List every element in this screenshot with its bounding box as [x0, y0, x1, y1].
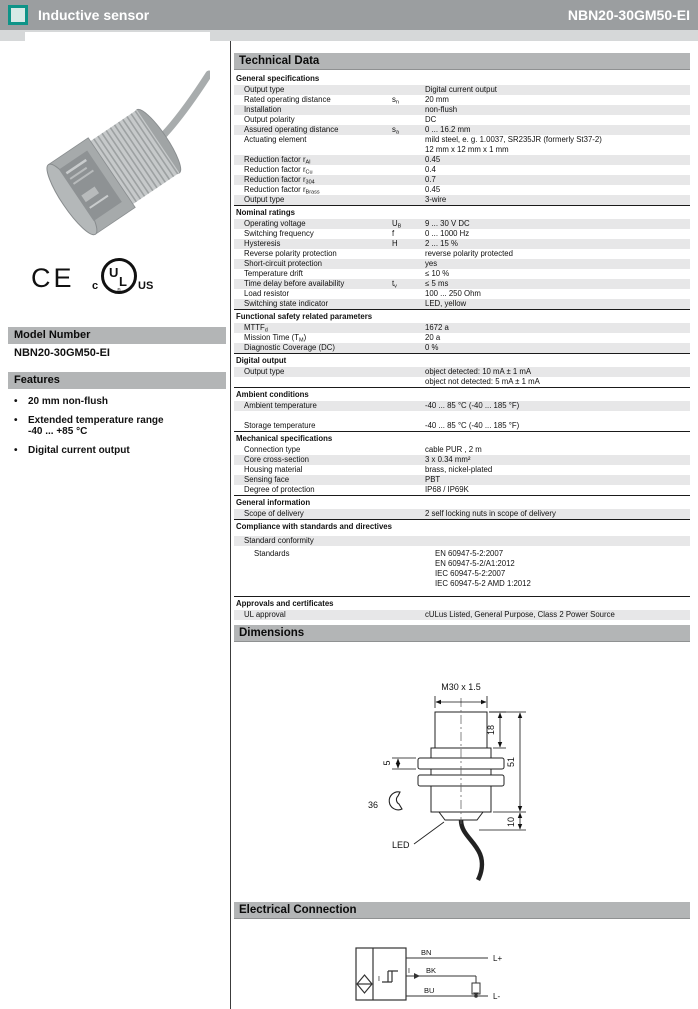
product-type-title: Inductive sensor — [38, 7, 150, 23]
spec-row — [234, 185, 690, 195]
spec-label: Core cross-section — [244, 455, 309, 464]
spec-value: 3 x 0.34 mm² — [425, 455, 471, 464]
spec-value: ≤ 5 ms — [425, 279, 449, 288]
spec-row — [234, 445, 690, 455]
spec-label: Rated operating distance — [244, 95, 331, 104]
spec-label: Assured operating distance — [244, 125, 339, 134]
spec-value: 0.45 — [425, 155, 441, 164]
spec-row — [234, 343, 690, 353]
spec-value: brass, nickel-plated — [425, 465, 493, 474]
ul-letter-l: L — [119, 274, 127, 289]
technical-data-table — [234, 72, 690, 620]
spec-row — [234, 455, 690, 465]
bullet-icon: • — [14, 414, 18, 426]
column-divider — [230, 41, 231, 1009]
spec-label: Switching state indicator — [244, 299, 329, 308]
spec-symbol — [392, 610, 425, 620]
spec-symbol: $s_a$ — [392, 125, 399, 136]
body-length-dimension: 51 — [506, 756, 516, 768]
terminal-l-plus: L+ — [493, 954, 503, 963]
spec-row — [234, 125, 690, 135]
dimensions-header: Dimensions — [234, 625, 690, 642]
spec-value: 0 % — [425, 343, 439, 352]
spec-row — [234, 475, 690, 485]
spec-row — [234, 367, 690, 387]
spec-symbol — [392, 259, 425, 269]
spec-label: Connection type — [244, 445, 301, 454]
header-bar — [0, 0, 698, 30]
spec-symbol — [392, 105, 425, 115]
spec-row — [234, 165, 690, 175]
spec-label: Time delay before availability — [244, 279, 345, 288]
thread-dimension-label: M30 x 1.5 — [441, 682, 481, 692]
output-current-symbol: I — [378, 976, 380, 983]
spec-label: Scope of delivery — [244, 509, 304, 518]
feature-text: Digital current output — [28, 444, 130, 456]
spec-row — [234, 85, 690, 95]
spec-value: LED, yellow — [425, 299, 467, 308]
features-header: Features — [8, 372, 226, 389]
spec-symbol: $s_n$ — [392, 95, 399, 106]
spec-section-title: Compliance with standards and directives — [234, 519, 690, 533]
spec-symbol: f — [392, 229, 395, 238]
spec-label: Actuating element — [244, 135, 307, 144]
spec-section-title: General specifications — [236, 74, 320, 83]
spec-value: 0 ... 1000 Hz — [425, 229, 470, 238]
spec-row — [234, 509, 690, 519]
spec-label: Storage temperature — [244, 421, 316, 430]
spec-symbol — [392, 465, 425, 475]
spec-row — [234, 259, 690, 269]
spec-row — [234, 135, 690, 155]
feature-text: Extended temperature range -40 ... +85 °C — [28, 414, 164, 437]
spec-value — [425, 536, 690, 546]
spec-symbol — [392, 536, 425, 546]
spec-section-title: Ambient conditions — [234, 387, 690, 401]
spec-row — [234, 421, 690, 431]
brand-square-icon — [8, 5, 28, 25]
current-arrow-label: I — [408, 968, 410, 975]
spec-label: Output type — [244, 85, 285, 94]
spec-symbol — [392, 155, 425, 165]
spec-row — [234, 229, 690, 239]
spec-symbol — [392, 421, 425, 431]
spec-value: mild steel, e. g. 1.0037, SR235JR (formerly St37-2) 12 mm x 12 mm x 1 mm — [425, 135, 602, 154]
spec-symbol — [392, 115, 425, 125]
nut-thickness-dimension: 5 — [382, 760, 392, 766]
spec-row — [234, 175, 690, 185]
spec-row — [234, 323, 690, 333]
spec-section-title: Functional safety related parameters — [234, 309, 690, 323]
spec-value: -40 ... 85 °C (-40 ... 185 °F) — [425, 401, 520, 410]
spec-value: ≤ 10 % — [425, 269, 450, 278]
spec-value: DC — [425, 115, 437, 124]
load-resistor-icon — [472, 983, 480, 994]
spec-label: Standards — [254, 549, 290, 558]
spec-label: $MTTF_d$ — [244, 323, 268, 334]
junction-dot — [474, 994, 478, 998]
spec-value: reverse polarity protected — [425, 249, 513, 258]
spec-label: Ambient temperature — [244, 401, 317, 410]
spec-section — [234, 495, 690, 519]
spec-label: Reduction factor $r_{Al}$ — [244, 155, 311, 166]
feature-text: 20 mm non-flush — [28, 396, 109, 407]
spec-value: 2 ... 15 % — [425, 239, 458, 248]
spec-value: object detected: 10 mA ± 1 mA object not detected: 5 mA ± 1 mA — [425, 367, 540, 386]
spec-label: Load resistor — [244, 289, 290, 298]
spec-row — [234, 289, 690, 299]
spec-value: non-flush — [425, 105, 458, 114]
spec-row — [234, 95, 690, 105]
spec-label: Output type — [244, 367, 285, 376]
spec-label: Reduction factor $r_{Brass}$ — [244, 185, 320, 196]
ce-mark: CE — [31, 263, 75, 293]
spec-row — [234, 485, 690, 495]
spec-section-title: Mechanical specifications — [234, 431, 690, 445]
spec-value: 0.45 — [425, 185, 441, 194]
cable — [158, 74, 209, 141]
product-photo — [25, 32, 210, 237]
spec-section-title: General information — [234, 495, 690, 509]
head-height-dimension: 18 — [486, 724, 496, 736]
spec-value: Digital current output — [425, 85, 497, 94]
spec-symbol — [392, 185, 425, 195]
spec-symbol — [392, 455, 425, 465]
feature-item — [14, 415, 219, 438]
spec-value: 0.4 — [425, 165, 436, 174]
spec-section — [234, 205, 690, 309]
terminal-l-minus: L- — [493, 992, 501, 1001]
circuit-diagram — [336, 938, 576, 1006]
spec-section — [234, 72, 690, 205]
spec-label: Reduction factor $r_{304}$ — [244, 175, 315, 186]
spec-label: Hysteresis — [244, 239, 281, 248]
feature-item — [14, 396, 219, 408]
spec-row — [234, 549, 690, 589]
wrench-size-dimension: 36 — [368, 800, 379, 810]
product-photo-drawing — [25, 32, 210, 237]
spec-label: UL approval — [244, 610, 286, 619]
spec-symbol — [392, 367, 425, 387]
spec-label: Reduction factor $r_{Cu}$ — [244, 165, 313, 176]
spec-symbol — [392, 299, 425, 309]
wire-label-bn: BN — [421, 948, 432, 957]
led-leader-line — [414, 822, 444, 844]
dimension-drawing — [330, 652, 590, 890]
spec-symbol — [392, 165, 425, 175]
ul-mark — [92, 260, 153, 295]
spec-row — [234, 401, 690, 421]
spec-subheader-row — [234, 536, 690, 546]
spec-symbol — [392, 249, 425, 259]
spec-row — [234, 465, 690, 475]
ul-registered-icon: ® — [117, 288, 121, 294]
spec-row — [234, 195, 690, 205]
spec-label: Sensing face — [244, 475, 290, 484]
wire-label-bk: BK — [426, 966, 437, 975]
spec-label: Output type — [244, 195, 285, 204]
spec-symbol — [392, 509, 425, 519]
spec-label: Installation — [244, 105, 282, 114]
spec-row — [234, 333, 690, 343]
spec-symbol: $U_B$ — [392, 219, 402, 230]
spec-section — [234, 519, 690, 589]
spec-section — [234, 387, 690, 431]
spec-symbol — [392, 401, 425, 411]
spec-value: 20 a — [425, 333, 441, 342]
spec-value: 1672 a — [425, 323, 449, 332]
spec-section — [234, 431, 690, 495]
spec-label: Housing material — [244, 465, 303, 474]
spec-row — [234, 249, 690, 259]
spec-row — [234, 239, 690, 249]
technical-data-header: Technical Data — [234, 53, 690, 70]
spec-label: Operating voltage — [244, 219, 306, 228]
spec-value: yes — [425, 259, 438, 268]
wire-label-bu: BU — [424, 986, 435, 995]
spec-symbol — [392, 343, 425, 353]
spec-row — [234, 269, 690, 279]
spec-value: 3-wire — [425, 195, 447, 204]
wrench-icon — [389, 792, 402, 810]
spec-label: Switching frequency — [244, 229, 314, 238]
spec-value: 20 mm — [425, 95, 449, 104]
spec-symbol — [392, 323, 425, 333]
spec-section — [234, 596, 690, 620]
spec-section — [234, 309, 690, 353]
spec-value: 9 ... 30 V DC — [425, 219, 470, 228]
spec-symbol — [392, 475, 425, 485]
spec-symbol — [392, 269, 425, 279]
spec-row — [234, 219, 690, 229]
spec-symbol — [392, 289, 425, 299]
spec-symbol: H — [392, 239, 398, 248]
spec-section-title: Nominal ratings — [234, 205, 690, 219]
features-list — [14, 396, 219, 463]
spec-value: 2 self locking nuts in scope of delivery — [425, 509, 556, 518]
spec-row — [234, 105, 690, 115]
header-model-number: NBN20-30GM50-EI — [567, 7, 690, 23]
tail-dimension: 10 — [506, 816, 516, 828]
spec-symbol: $t_v$ — [392, 279, 397, 290]
spec-label: Temperature drift — [244, 269, 303, 278]
certification-marks — [20, 250, 220, 302]
feature-item — [14, 445, 219, 457]
spec-value: IP68 / IP69K — [425, 485, 469, 494]
spec-row — [234, 610, 690, 620]
spec-symbol — [392, 85, 425, 95]
spec-value: -40 ... 85 °C (-40 ... 185 °F) — [425, 421, 520, 430]
spec-value: 0.7 — [425, 175, 436, 184]
spec-symbol — [392, 195, 425, 205]
spec-section-title: Digital output — [234, 353, 690, 367]
spec-value: EN 60947-5-2:2007 EN 60947-5-2/A1:2012 IEC 60947-5-2:2007 IEC 60947-5-2 AMD 1:2012 — [435, 549, 531, 588]
spec-symbol — [392, 485, 425, 495]
led-label: LED — [392, 840, 410, 850]
spec-value: cable PUR , 2 m — [425, 445, 482, 454]
bullet-icon: • — [14, 444, 18, 456]
spec-value: PBT — [425, 475, 441, 484]
spec-label: Short-circuit protection — [244, 259, 322, 268]
model-number-header: Model Number — [8, 327, 226, 344]
spec-label: Diagnostic Coverage (DC) — [244, 343, 335, 352]
spec-label: Standard conformity — [244, 536, 314, 545]
model-number-value: NBN20-30GM50-EI — [14, 347, 110, 359]
electrical-connection-header: Electrical Connection — [234, 902, 690, 919]
spec-section-title: Approvals and certificates — [234, 596, 690, 610]
spec-row — [234, 155, 690, 165]
ul-letter-u: U — [109, 265, 119, 280]
spec-section — [234, 353, 690, 387]
spec-label: Degree of protection — [244, 485, 315, 494]
ul-c: c — [92, 280, 99, 292]
spec-value: cULus Listed, General Purpose, Class 2 Power Source — [425, 610, 615, 619]
cable — [461, 820, 482, 880]
spec-row — [234, 279, 690, 289]
bullet-icon: • — [14, 396, 18, 407]
spec-row — [234, 115, 690, 125]
spec-label: Reverse polarity protection — [244, 249, 337, 258]
spec-symbol — [392, 135, 425, 155]
spec-symbol — [392, 445, 425, 455]
spec-row — [234, 299, 690, 309]
spec-symbol — [392, 175, 425, 185]
spec-symbol — [402, 549, 435, 589]
current-arrow-icon — [414, 973, 420, 979]
spec-label: Mission Time $(T_M)$ — [244, 333, 307, 344]
ul-us: US — [138, 280, 154, 292]
spec-label: Output polarity — [244, 115, 295, 124]
spec-value: 100 ... 250 Ohm — [425, 289, 481, 298]
spec-value: 0 ... 16.2 mm — [425, 125, 471, 134]
spec-symbol — [392, 333, 425, 343]
